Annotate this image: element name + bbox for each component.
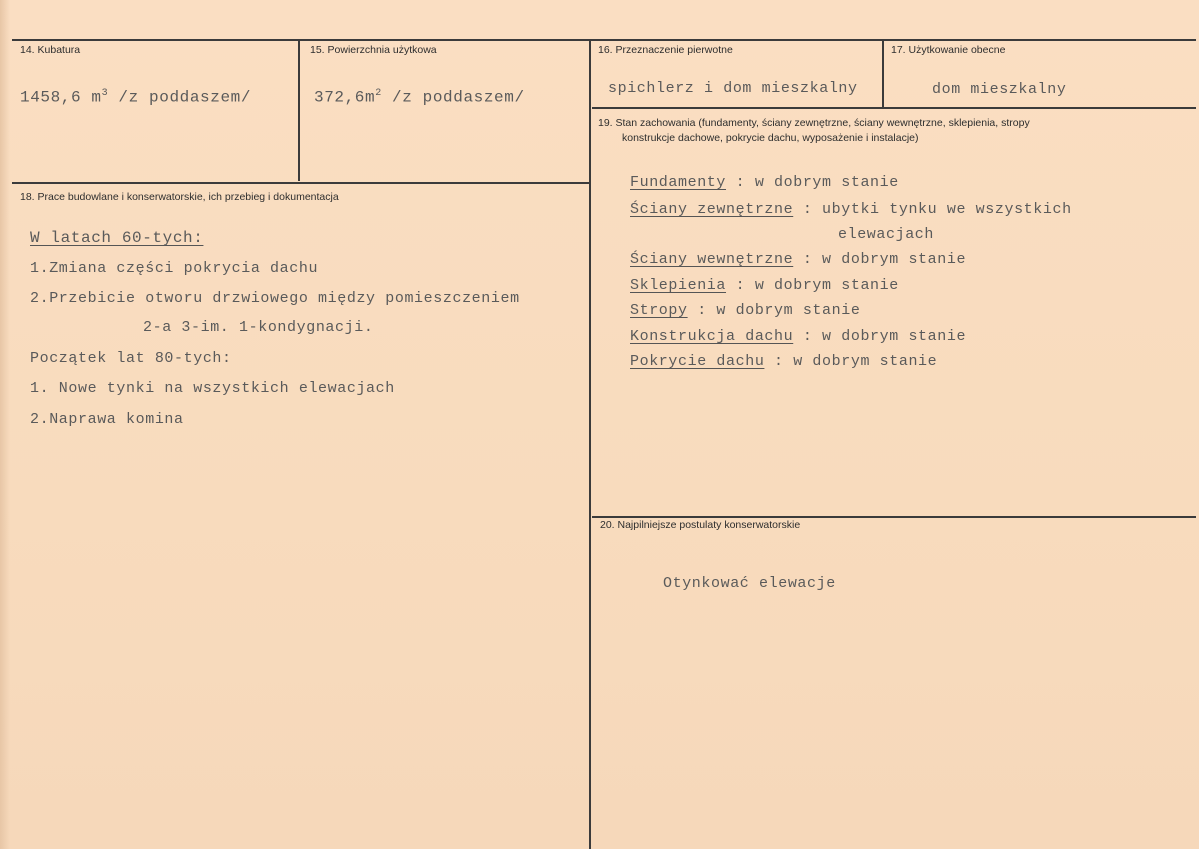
condition-separator: :: [726, 174, 755, 191]
condition-separator: :: [764, 353, 794, 370]
field-14-unit-exponent: 3: [101, 88, 109, 99]
condition-row-sciany-zewnetrzne: [630, 201, 1072, 218]
condition-row-sklepienia: [630, 277, 899, 294]
field-15-unit-exponent: 2: [375, 88, 382, 99]
condition-item-name: Fundamenty: [630, 174, 727, 191]
condition-separator: :: [793, 328, 823, 345]
field-20-label: 20. Najpilniejsze postulaty konserwatorskie: [600, 519, 801, 531]
condition-item-name: Stropy: [630, 302, 688, 319]
field-18-line-6: 1. Nowe tynki na wszystkich elewacjach: [30, 380, 395, 397]
field-18-line-3: 2.Przebicie otworu drzwiowego między pomieszczeniem: [30, 290, 520, 307]
rule-right-16-17: [592, 107, 1196, 109]
condition-item-value: w dobrym stanie: [822, 251, 967, 268]
condition-separator: :: [793, 251, 823, 268]
field-14-number: 1458,6 m: [20, 88, 102, 107]
field-18-line-1: W latach 60-tych:: [30, 229, 204, 247]
field-17-value: dom mieszkalny: [932, 81, 1067, 98]
condition-item-value: w dobrym stanie: [754, 174, 899, 191]
condition-item-name: Pokrycie dachu: [630, 353, 765, 370]
rule-right-20: [592, 516, 1196, 518]
condition-separator: :: [793, 201, 823, 218]
condition-item-value: w dobrym stanie: [754, 277, 899, 294]
field-18-line-5: Początek lat 80-tych:: [30, 350, 232, 367]
field-20-value: Otynkować elewacje: [663, 575, 836, 592]
field-15-label: 15. Powierzchnia użytkowa: [310, 44, 437, 56]
condition-row-continuation: [838, 226, 934, 243]
condition-item-value: w dobrym stanie: [822, 328, 967, 345]
field-19-label-line-1: 19. Stan zachowania (fundamenty, ściany zewnętrzne, ściany wewnętrzne, sklepienia, stropy: [598, 117, 1030, 129]
condition-row-stropy: [630, 302, 860, 319]
condition-separator: :: [687, 302, 717, 319]
field-14-label: 14. Kubatura: [20, 44, 81, 56]
field-18-line-7: 2.Naprawa komina: [30, 411, 184, 428]
field-14-note: /z poddaszem/: [108, 88, 252, 107]
field-18-label: 18. Prace budowlane i konserwatorskie, ich przebieg i dokumentacja: [20, 191, 339, 203]
condition-row-fundamenty: [630, 174, 899, 191]
rule-left-row2: [12, 182, 590, 184]
condition-row-konstrukcja-dachu: [630, 328, 966, 345]
condition-item-name: Ściany wewnętrzne: [630, 251, 794, 268]
condition-item-value: w dobrym stanie: [716, 302, 861, 319]
condition-separator: :: [726, 277, 755, 294]
rule-center: [589, 40, 591, 849]
rule-top: [12, 39, 1196, 41]
field-15-number: 372,6m: [314, 88, 376, 107]
field-19-label-line-2: konstrukcje dachowe, pokrycie dachu, wyposażenie i instalacje): [622, 132, 919, 144]
condition-item-name: Ściany zewnętrzne: [630, 201, 794, 218]
field-17-label: 17. Użytkowanie obecne: [891, 44, 1006, 56]
paper-edge: [0, 0, 10, 849]
condition-row-sciany-wewnetrzne: [630, 251, 966, 268]
field-18-line-4: 2-a 3-im. 1-kondygnacji.: [143, 319, 374, 336]
field-15-note: /z poddaszem/: [381, 88, 525, 107]
field-16-value: spichlerz i dom mieszkalny: [608, 80, 858, 97]
condition-item-value: elewacjach: [838, 226, 935, 243]
rule-divider-16-17: [882, 40, 884, 107]
field-18-line-2: 1.Zmiana części pokrycia dachu: [30, 260, 319, 277]
field-16-label: 16. Przeznaczenie pierwotne: [598, 44, 733, 56]
condition-item-name: Konstrukcja dachu: [630, 328, 794, 345]
condition-item-value: w dobrym stanie: [793, 353, 938, 370]
condition-item-value: ubytki tynku we wszystkich: [822, 201, 1072, 218]
field-14-value: [20, 88, 251, 106]
condition-item-name: Sklepienia: [630, 277, 727, 294]
rule-divider-14-15: [298, 40, 300, 181]
condition-row-pokrycie-dachu: [630, 353, 937, 370]
field-15-value: [314, 88, 525, 106]
